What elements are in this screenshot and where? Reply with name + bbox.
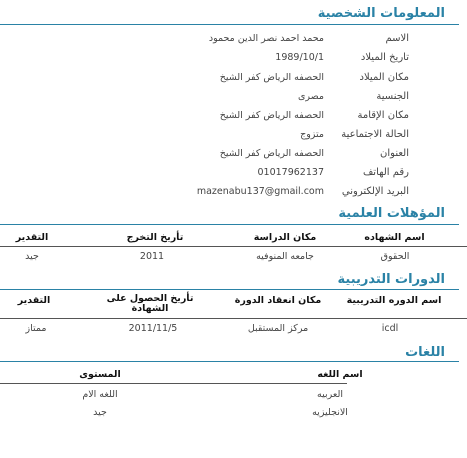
lang-cell-level-1: اللغه الام [82, 389, 118, 400]
value-residence: الحصفه الرياض كفر الشيخ [219, 110, 324, 121]
label-address: العنوان [380, 148, 409, 159]
training-cell-course: icdl [381, 323, 399, 334]
qual-header-grad-date: تأريخ التخرج [126, 232, 184, 243]
label-birth-place: مكان الميلاد [359, 72, 409, 83]
training-section-line [0, 289, 459, 290]
lang-header-language: اسم اللغه [317, 369, 363, 380]
qual-cell-degree: الحقوق [380, 251, 410, 262]
label-name: الاسم [385, 33, 409, 44]
training-cell-grade: ممتاز [25, 323, 47, 334]
label-nationality: الجنسية [376, 91, 409, 102]
lang-cell-language-1: العربيه [317, 389, 343, 400]
qual-cell-grade: جيد [25, 251, 39, 262]
qual-header-place: مكان الدراسة [253, 232, 317, 243]
lang-header-line [0, 383, 347, 384]
training-header-line [0, 318, 467, 319]
personal-section-title: المعلومات الشخصية [317, 6, 445, 21]
qualifications-section-line [0, 224, 459, 225]
label-email: البريد الإلكتروني [341, 186, 409, 197]
training-header-cert-date: تأريخ الحصول على الشهادة [106, 293, 194, 314]
training-header-grade: التقدير [17, 295, 51, 306]
value-birth-place: الحصفه الرياض كفر الشيخ [219, 72, 324, 83]
training-header-course: اسم الدوره التدريبية [346, 295, 442, 306]
training-section-title: الدورات التدريبية [337, 272, 445, 287]
languages-section-line [0, 361, 459, 362]
qual-header-degree: اسم الشهاده [364, 232, 425, 243]
value-birth-date: 1989/10/1 [275, 52, 324, 63]
label-residence: مكان الإقامة [357, 110, 409, 121]
qual-header-grade: التقدير [15, 232, 49, 243]
qualifications-section-title: المؤهلات العلمية [338, 206, 445, 221]
value-email: mazenabu137@gmail.com [196, 186, 324, 197]
label-phone: رقم الهاتف [362, 167, 409, 178]
lang-cell-language-2: الانجليزيه [312, 407, 348, 418]
value-marital-status: متزوج [300, 129, 324, 140]
languages-section-title: اللغات [405, 345, 445, 360]
value-phone: 01017962137 [257, 167, 324, 178]
lang-header-level: المستوى [79, 369, 121, 380]
lang-cell-level-2: جيد [93, 407, 107, 418]
qual-cell-place: جامعه المنوفيه [256, 251, 314, 262]
training-header-place: مكان انعقاد الدورة [234, 295, 322, 306]
qual-header-line [0, 246, 467, 247]
value-nationality: مصرى [297, 91, 324, 102]
qual-cell-grad-date: 2011 [139, 251, 165, 262]
personal-section-line [0, 24, 459, 25]
training-cell-place: مركز المستقبل [247, 323, 309, 334]
label-birth-date: تاريخ الميلاد [360, 52, 409, 63]
value-name: محمد احمد نصر الدين محمود [208, 33, 324, 44]
training-cell-cert-date: 2011/11/5 [128, 323, 178, 334]
value-address: الحصفه الرياض كفر الشيخ [219, 148, 324, 159]
label-marital-status: الحالة الاجتماعية [341, 129, 409, 140]
